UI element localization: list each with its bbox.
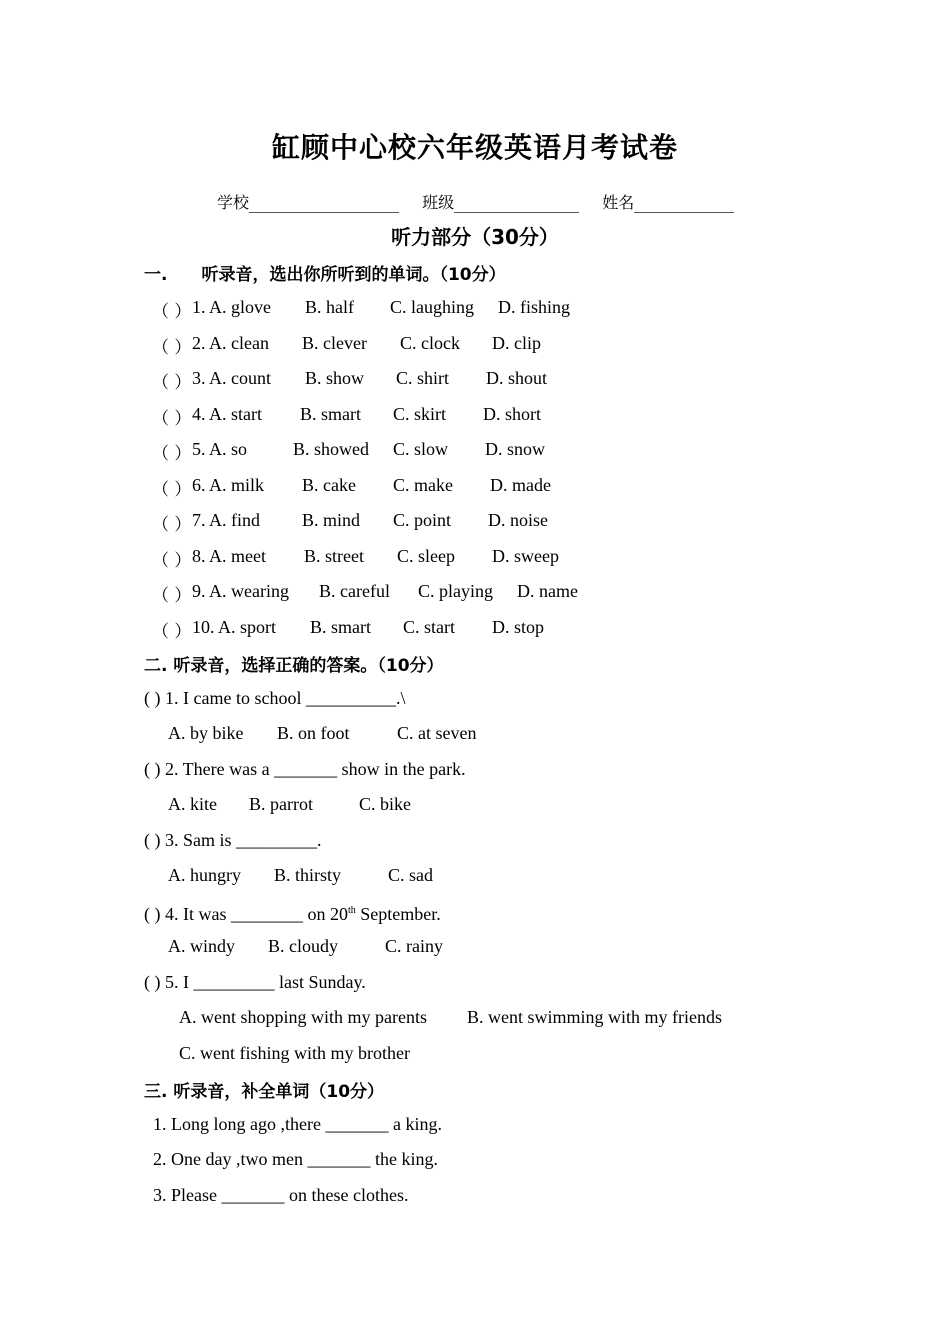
school-field bbox=[217, 190, 399, 213]
q1-option-b[interactable]: B. on foot bbox=[277, 723, 350, 743]
word-3-option-c[interactable]: C. shirt bbox=[396, 368, 450, 388]
fill-item-1: 1. Long long ago ,there _______ a king. bbox=[153, 1114, 442, 1134]
q4-option-b[interactable]: B. cloudy bbox=[268, 936, 338, 956]
word-2-option-d[interactable]: D. clip bbox=[492, 333, 541, 353]
q3-option-a[interactable]: A. hungry bbox=[168, 865, 241, 885]
q3-option-c[interactable]: C. sad bbox=[388, 865, 433, 885]
q1-option-a[interactable]: A. by bike bbox=[168, 723, 244, 743]
q5-option-b[interactable]: B. went swimming with my friends bbox=[467, 1007, 722, 1027]
word-10-option-a[interactable]: 10. A. sport bbox=[192, 617, 277, 637]
word-8-option-a[interactable]: 8. A. meet bbox=[192, 546, 266, 566]
word-9-option-d[interactable]: D. name bbox=[517, 581, 578, 601]
word-3-option-a[interactable]: 3. A. count bbox=[192, 368, 271, 388]
answer-paren[interactable]: （ ） bbox=[152, 515, 192, 535]
word-4-option-a[interactable]: 4. A. start bbox=[192, 404, 262, 424]
student-info-row bbox=[217, 190, 752, 213]
word-6-option-c[interactable]: C. make bbox=[393, 475, 453, 495]
fill-item-3: 3. Please _______ on these clothes. bbox=[153, 1185, 409, 1205]
answer-paren[interactable]: （ ） bbox=[152, 480, 192, 500]
q5-stem: ( ) 5. I _________ last Sunday. bbox=[144, 972, 366, 992]
answer-paren[interactable]: （ ） bbox=[152, 409, 192, 429]
section2-heading: 二. 听录音，选择正确的答案。（10分） bbox=[144, 656, 444, 676]
q4-option-a[interactable]: A. windy bbox=[168, 936, 235, 956]
word-4-option-b[interactable]: B. smart bbox=[300, 404, 361, 424]
word-7-option-c[interactable]: C. point bbox=[393, 510, 452, 530]
name-field bbox=[602, 190, 734, 213]
q3-option-b[interactable]: B. thirsty bbox=[274, 865, 342, 885]
word-4-option-d[interactable]: D. short bbox=[483, 404, 541, 424]
q5-option-a[interactable]: A. went shopping with my parents bbox=[179, 1007, 427, 1027]
school-label: 学校 bbox=[217, 193, 250, 212]
word-8-option-c[interactable]: C. sleep bbox=[397, 546, 455, 566]
word-5-option-d[interactable]: D. snow bbox=[485, 439, 546, 459]
school-blank[interactable] bbox=[249, 196, 399, 213]
word-5-option-a[interactable]: 5. A. so bbox=[192, 439, 248, 459]
q2-option-c[interactable]: C. bike bbox=[359, 794, 411, 814]
section3-heading: 三. 听录音，补全单词（10分） bbox=[144, 1082, 385, 1102]
word-2-option-b[interactable]: B. clever bbox=[302, 333, 367, 353]
word-6-option-b[interactable]: B. cake bbox=[302, 475, 356, 495]
word-8-option-d[interactable]: D. sweep bbox=[492, 546, 559, 566]
word-6-option-d[interactable]: D. made bbox=[490, 475, 551, 495]
word-9-option-a[interactable]: 9. A. wearing bbox=[192, 581, 289, 601]
word-6-option-a[interactable]: 6. A. milk bbox=[192, 475, 265, 495]
answer-paren[interactable]: （ ） bbox=[152, 302, 192, 322]
section-subtitle: 听力部分（30分） bbox=[391, 225, 559, 249]
word-3-option-b[interactable]: B. show bbox=[305, 368, 365, 388]
word-2-option-c[interactable]: C. clock bbox=[400, 333, 460, 353]
name-blank[interactable] bbox=[634, 196, 734, 213]
word-9-option-b[interactable]: B. careful bbox=[319, 581, 390, 601]
word-10-option-c[interactable]: C. start bbox=[403, 617, 455, 637]
class-field bbox=[422, 190, 579, 213]
q4-option-c[interactable]: C. rainy bbox=[385, 936, 443, 956]
word-7-option-b[interactable]: B. mind bbox=[302, 510, 361, 530]
q2-option-b[interactable]: B. parrot bbox=[249, 794, 313, 814]
q2-stem: ( ) 2. There was a _______ show in the park. bbox=[144, 759, 466, 779]
word-7-option-a[interactable]: 7. A. find bbox=[192, 510, 261, 530]
word-1-option-b[interactable]: B. half bbox=[305, 297, 354, 317]
q4-stem-start: ( ) 4. It was ________ on 20 bbox=[144, 904, 348, 924]
q5-option-c[interactable]: C. went fishing with my brother bbox=[179, 1043, 410, 1063]
word-1-option-c[interactable]: C. laughing bbox=[390, 297, 474, 317]
page-title: 缸顾中心校六年级英语月考试卷 bbox=[271, 131, 678, 164]
word-3-option-d[interactable]: D. shout bbox=[486, 368, 548, 388]
word-5-option-b[interactable]: B. showed bbox=[293, 439, 369, 459]
answer-paren[interactable]: （ ） bbox=[152, 444, 192, 464]
q2-option-a[interactable]: A. kite bbox=[168, 794, 217, 814]
q1-option-c[interactable]: C. at seven bbox=[397, 723, 477, 743]
answer-paren[interactable]: （ ） bbox=[152, 373, 192, 393]
name-label: 姓名 bbox=[602, 193, 635, 212]
q3-stem: ( ) 3. Sam is _________. bbox=[144, 830, 322, 850]
word-1-option-a[interactable]: 1. A. glove bbox=[192, 297, 271, 317]
word-10-option-b[interactable]: B. smart bbox=[310, 617, 371, 637]
class-label: 班级 bbox=[422, 193, 455, 212]
word-5-option-c[interactable]: C. slow bbox=[393, 439, 449, 459]
answer-paren[interactable]: （ ） bbox=[152, 622, 192, 642]
section1-heading: 一. 听录音，选出你所听到的单词。（10分） bbox=[144, 265, 506, 285]
q4-stem bbox=[144, 900, 441, 925]
q1-stem: ( ) 1. I came to school __________.\ bbox=[144, 688, 406, 708]
word-10-option-d[interactable]: D. stop bbox=[492, 617, 545, 637]
word-9-option-c[interactable]: C. playing bbox=[418, 581, 493, 601]
q4-stem-end: September. bbox=[355, 904, 441, 924]
answer-paren[interactable]: （ ） bbox=[152, 338, 192, 358]
q4-ordinal-suffix: th bbox=[347, 905, 356, 916]
word-2-option-a[interactable]: 2. A. clean bbox=[192, 333, 269, 353]
word-4-option-c[interactable]: C. skirt bbox=[393, 404, 447, 424]
word-7-option-d[interactable]: D. noise bbox=[488, 510, 548, 530]
answer-paren[interactable]: （ ） bbox=[152, 551, 192, 571]
word-1-option-d[interactable]: D. fishing bbox=[498, 297, 570, 317]
fill-item-2: 2. One day ,two men _______ the king. bbox=[153, 1149, 438, 1169]
answer-paren[interactable]: （ ） bbox=[152, 586, 192, 606]
word-8-option-b[interactable]: B. street bbox=[304, 546, 364, 566]
class-blank[interactable] bbox=[454, 196, 579, 213]
